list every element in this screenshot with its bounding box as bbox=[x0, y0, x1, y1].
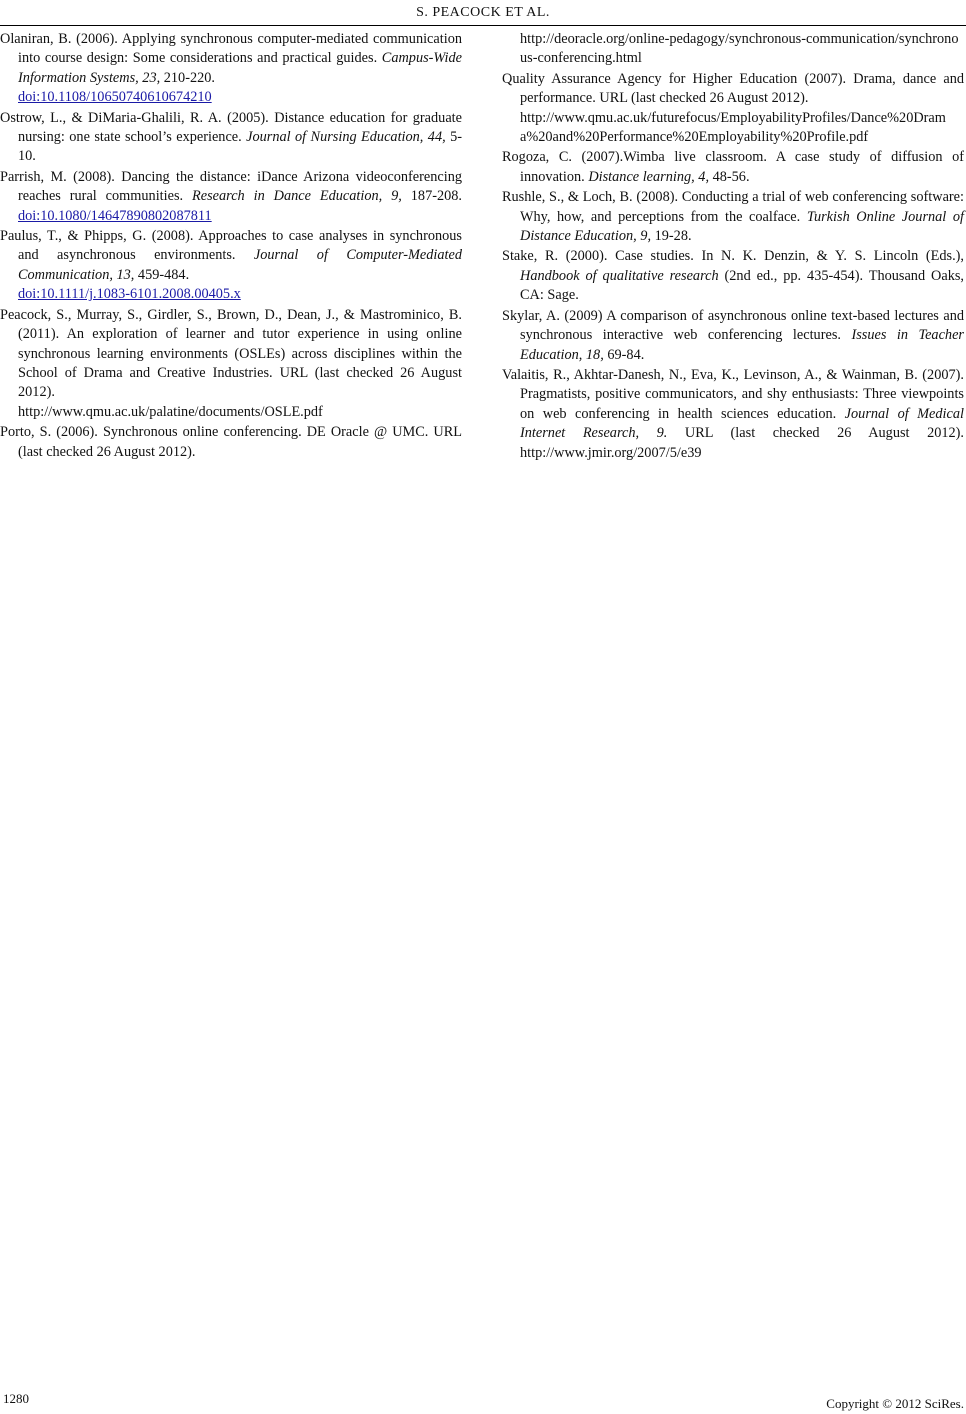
reference-text: Rushle, S., & Loch, B. (2008). Conducting a trial of web conferencing software: Why, how, and perceptions from the coalface. bbox=[502, 189, 964, 225]
reference-text: Skylar, A. (2009) A comparison of asynchronous online text-based lectures and synchronous interactive web conferencing lectures. bbox=[502, 307, 964, 344]
reference-text: 187-208. bbox=[401, 188, 462, 205]
reference-text: 19-28. bbox=[651, 228, 692, 245]
reference-text: 69-84. bbox=[603, 346, 645, 363]
reference-source-title: Journal of Medical Internet Research, 9. bbox=[520, 405, 964, 442]
reference-url[interactable]: http://www.qmu.ac.uk/futurefocus/EmployabilityProfiles/Dance%20Drama%20and%20Performance%20Employability%20Profile.pdf bbox=[520, 109, 946, 146]
reference-entry bbox=[502, 188, 964, 246]
reference-entry bbox=[502, 148, 964, 187]
doi-link[interactable]: doi:10.1080/14647890802087811 bbox=[18, 207, 212, 224]
reference-text: (2nd ed., pp. 435-454). Thousand Oaks, CA: Sage. bbox=[520, 267, 964, 304]
copyright-notice: Copyright © 2012 SciRes. bbox=[826, 1396, 964, 1411]
reference-entry bbox=[0, 168, 462, 226]
reference-entry bbox=[0, 30, 462, 108]
reference-text: 459-484. bbox=[134, 266, 190, 283]
references-right-column bbox=[502, 30, 964, 464]
reference-entry bbox=[502, 366, 964, 463]
doi-link[interactable]: doi:10.1108/10650740610674210 bbox=[18, 89, 212, 106]
reference-text: Parrish, M. (2008). Dancing the distance: iDance Arizona videoconferencing reaches rural communities. bbox=[0, 168, 462, 205]
reference-url[interactable]: http://deoracle.org/online-pedagogy/synchronous-communication/synchronous-conferencing.html bbox=[520, 31, 959, 67]
reference-text: 48-56. bbox=[709, 168, 750, 185]
reference-text: Olaniran, B. (2006). Applying synchronous computer-mediated communication into course design: Some considerations and practical guides. bbox=[0, 31, 462, 67]
references-left-column bbox=[0, 30, 462, 463]
reference-source-title: Journal of Computer-Mediated Communication, 13, bbox=[18, 247, 462, 283]
reference-text: Ostrow, L., & DiMaria-Ghalili, R. A. (2005). Distance education for graduate nursing: one state school’s experience. bbox=[0, 109, 462, 146]
running-header: S. PEACOCK ET AL. bbox=[416, 5, 550, 20]
reference-text: Valaitis, R., Akhtar-Danesh, N., Eva, K., Levinson, A., & Wainman, B. (2007). Pragmatists, positive communicators, and shy enthusiasts: Three viewpoints on web conferencing in health sciences education. bbox=[502, 366, 964, 422]
reference-entry bbox=[0, 227, 462, 305]
reference-text: Paulus, T., & Phipps, G. (2008). Approaches to case analyses in synchronous and asynchronous environments. bbox=[0, 228, 462, 264]
reference-entry bbox=[502, 30, 964, 69]
reference-source-title: Research in Dance Education, 9, bbox=[192, 188, 402, 205]
reference-source-title: Issues in Teacher Education, 18, bbox=[520, 327, 964, 363]
reference-text: Stake, R. (2000). Case studies. In N. K. Denzin, & Y. S. Lincoln (Eds.), bbox=[502, 248, 964, 265]
reference-text: Quality Assurance Agency for Higher Education (2007). Drama, dance and performance. URL (last checked 26 August 2012). bbox=[502, 70, 964, 107]
reference-entry bbox=[502, 307, 964, 365]
reference-text: Porto, S. (2006). Synchronous online conferencing. DE Oracle @ UMC. URL (last checked 26 August 2012). bbox=[0, 424, 462, 460]
reference-entry bbox=[0, 109, 462, 167]
doi-link[interactable]: doi:10.1111/j.1083-6101.2008.00405.x bbox=[18, 286, 241, 303]
reference-text: Rogoza, C. (2007).Wimba live classroom. A case study of diffusion of innovation. bbox=[502, 149, 964, 185]
reference-source-title: Campus-Wide Information Systems, 23, bbox=[18, 50, 462, 86]
reference-source-title: Journal of Nursing Education, 44, bbox=[246, 129, 446, 146]
reference-source-title: Handbook of qualitative research bbox=[520, 267, 719, 284]
reference-text: URL (last checked 26 August 2012). http://www.jmir.org/2007/5/e39 bbox=[520, 425, 964, 461]
reference-source-title: Distance learning, 4, bbox=[588, 168, 710, 185]
page-number: 1280 bbox=[3, 1391, 29, 1406]
reference-entry bbox=[0, 423, 462, 462]
reference-source-title: Turkish Online Journal of Distance Education, 9, bbox=[520, 208, 964, 245]
reference-entry bbox=[502, 70, 964, 148]
reference-url[interactable]: http://www.qmu.ac.uk/palatine/documents/OSLE.pdf bbox=[18, 403, 323, 420]
header-rule bbox=[0, 25, 966, 26]
reference-entry bbox=[502, 247, 964, 305]
reference-text: 5-10. bbox=[18, 129, 462, 165]
reference-entry bbox=[0, 306, 462, 422]
reference-text: Peacock, S., Murray, S., Girdler, S., Brown, D., Dean, J., & Mastrominico, B. (2011). An exploration of learner and tutor experience in using online synchronous learning environments (OSLEs) across disciplines within the School of Drama and Creative Industries. URL (last checked 26 August 2012). bbox=[0, 306, 462, 401]
reference-text: 210-220. bbox=[160, 69, 215, 86]
